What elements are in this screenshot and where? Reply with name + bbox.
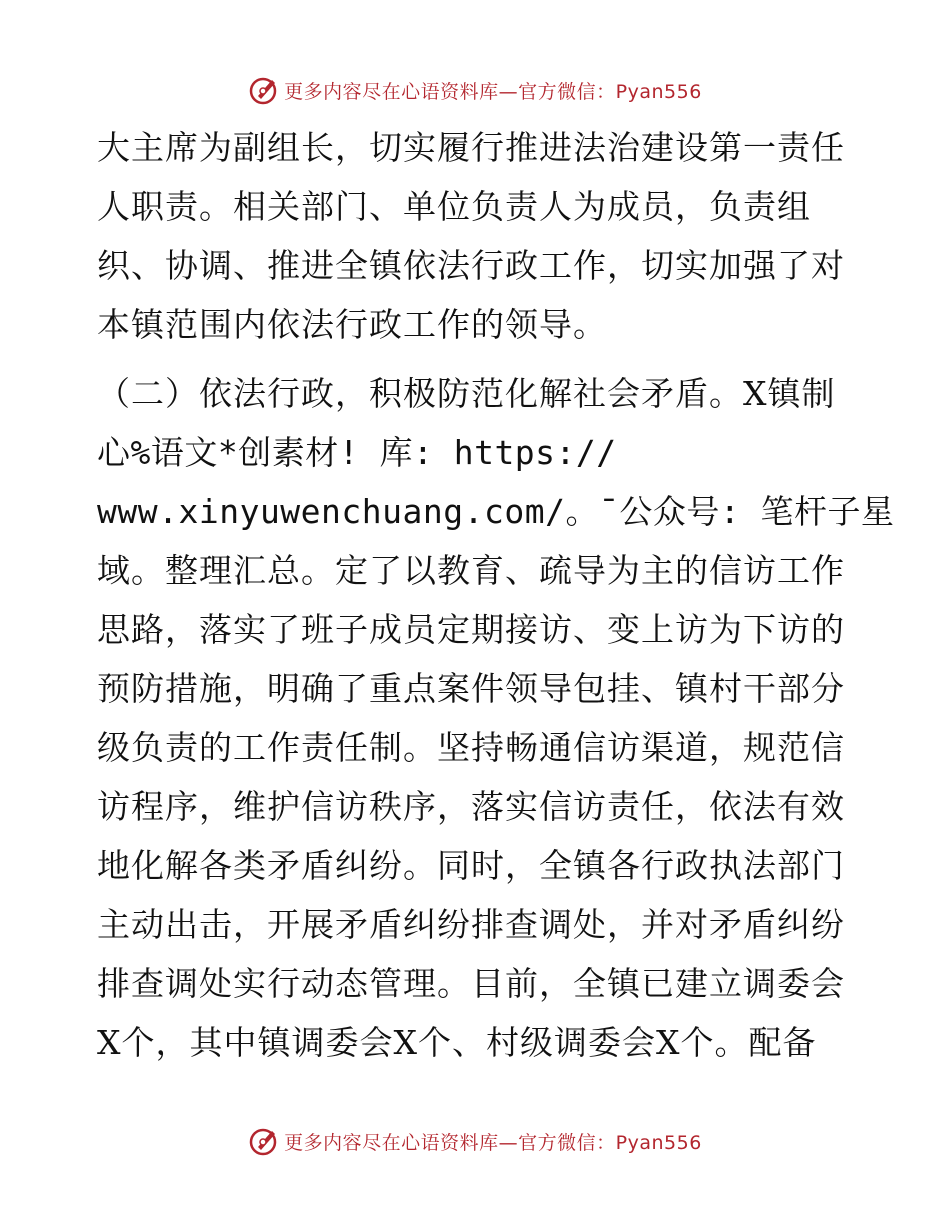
document-body [97, 118, 895, 1072]
body-line-13: 地化解各类矛盾纠纷。同时，全镇各行政执法部门 [97, 846, 845, 885]
body-line-10: 预防措施，明确了重点案件领导包挂、镇村干部分 [97, 669, 845, 708]
body-line-8: 域。整理汇总。定了以教育、疏导为主的信访工作 [97, 551, 845, 590]
body-line-3: 织、协调、推进全镇依法行政工作，切实加强了对 [97, 246, 845, 285]
body-line-9: 思路，落实了班子成员定期接访、变上访为下访的 [97, 610, 845, 649]
body-line-16: X个，其中镇调委会X个、村级调委会X个。配备 [97, 1023, 817, 1062]
body-line-7: www.xinyuwenchuang.com/。¯公众号: 笔杆子星 [97, 492, 895, 531]
pen-circle-logo-icon [248, 1125, 280, 1157]
body-line-1: 大主席为副组长，切实履行推进法治建设第一责任 [97, 128, 845, 167]
header-watermark-text: 更多内容尽在心语资料库—官方微信：Pyan556 [284, 80, 702, 103]
footer-watermark [0, 1121, 950, 1161]
body-line-12: 访程序，维护信访秩序，落实信访责任，依法有效 [97, 787, 845, 826]
body-line-2: 人职责。相关部门、单位负责人为成员，负责组 [97, 187, 811, 226]
body-line-15: 排查调处实行动态管理。目前，全镇已建立调委会 [97, 964, 845, 1003]
body-line-11: 级负责的工作责任制。坚持畅通信访渠道，规范信 [97, 728, 845, 767]
body-line-6: 心%语文*创素材! 库: https:// [97, 433, 617, 472]
body-line-14: 主动出击，开展矛盾纠纷排查调处，并对矛盾纠纷 [97, 905, 845, 944]
footer-watermark-text: 更多内容尽在心语资料库—官方微信：Pyan556 [284, 1131, 702, 1154]
body-line-5: （二）依法行政，积极防范化解社会矛盾。X镇制 [97, 374, 836, 413]
body-line-4: 本镇范围内依法行政工作的领导。 [97, 305, 607, 344]
pen-circle-logo-icon [248, 74, 280, 106]
header-watermark [0, 70, 950, 110]
